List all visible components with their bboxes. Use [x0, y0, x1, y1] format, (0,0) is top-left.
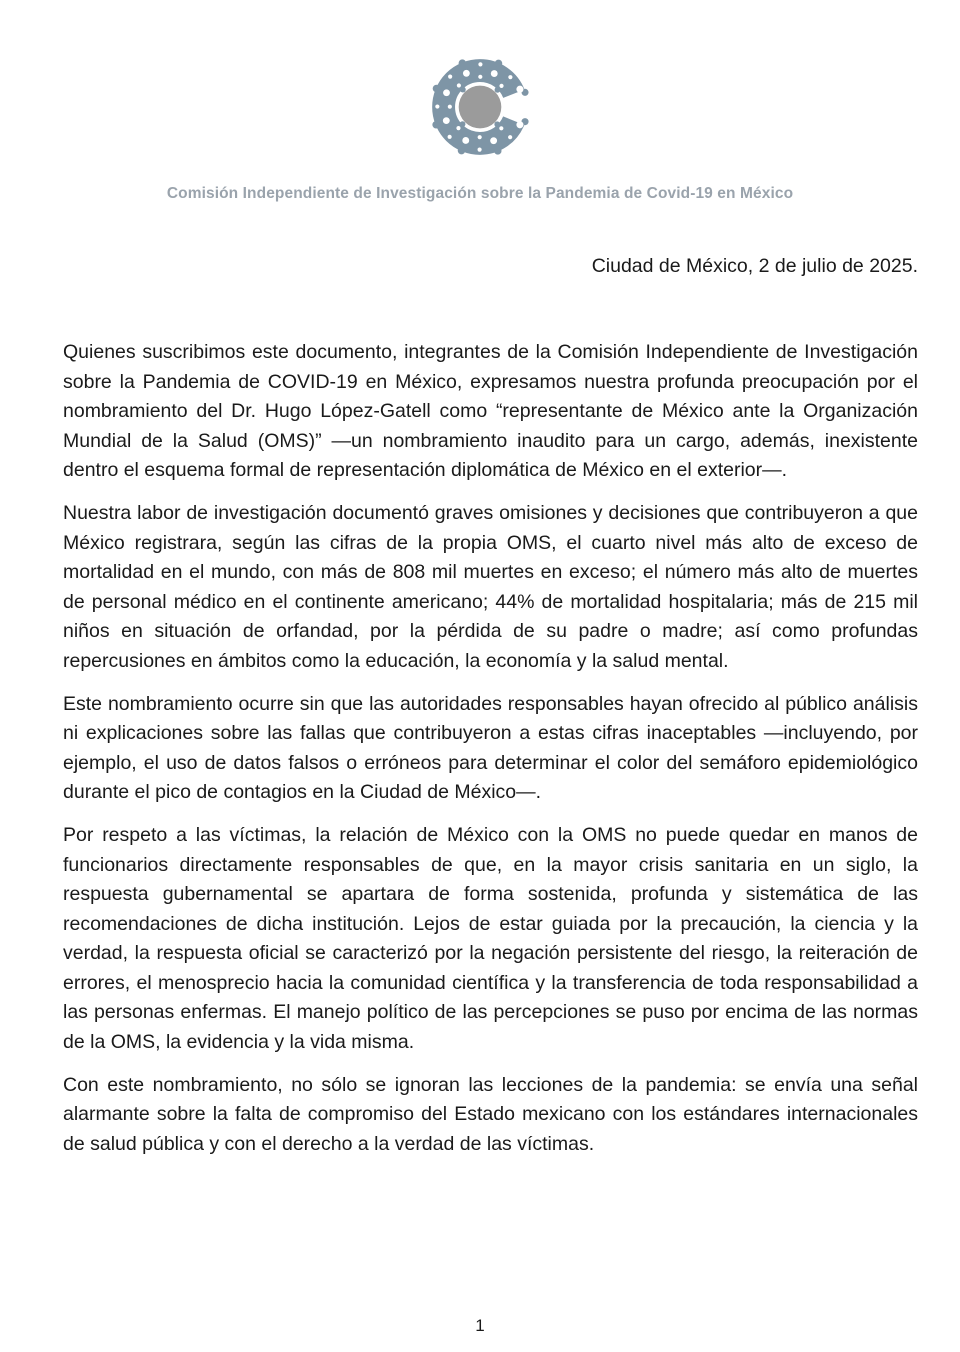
letter-paragraph: Quienes suscribimos este documento, integrantes de la Comisión Independiente de Investigación sobre la Pandemia de COVID-19 en México, expresamos nuestra profunda preocupación por el nombramiento del Dr. Hugo López-Gatell como “representante de México ante la Organización Mundial de la Salud (OMS)” —un nombramiento inaudito para un cargo, además, inexistente dentro el esquema formal de representación diplomática de México en el exterior—.	[63, 341, 918, 481]
letter-paragraph: Con este nombramiento, no sólo se ignoran las lecciones de la pandemia: se envía una señal alarmante sobre la falta de compromiso del Estado mexicano con los estándares internacionales de salud pública y con el derecho a la verdad de las víctimas.	[63, 1073, 918, 1155]
logo-container	[0, 0, 960, 164]
commission-logo-icon	[428, 55, 532, 159]
letter-paragraph: Por respeto a las víctimas, la relación de México con la OMS no puede quedar en manos de funcionarios directamente responsables de que, en la mayor crisis sanitaria en un siglo, la respuesta gubernamental se apartara de forma sostenida, profunda y sistemática de las recomendaciones de dicha institución. Lejos de estar guiada por la precaución, la ciencia y la verdad, la respuesta oficial se caracterizó por la negación persistente del riesgo, la reiteración de errores, el menosprecio hacia la comunidad científica y la transferencia de toda responsabilidad a las personas enfermas. El manejo político de las percepciones se puso por encima de las normas de la OMS, la evidencia y la vida misma.	[63, 824, 918, 1053]
dateline: Ciudad de México, 2 de julio de 2025.	[591, 255, 918, 277]
logo-center-disc	[459, 86, 502, 129]
letter-body	[0, 338, 960, 1159]
org-name: Comisión Independiente de Investigación sobre la Pandemia de Covid-19 en México	[166, 185, 794, 202]
letter-paragraph: Nuestra labor de investigación documentó graves omisiones y decisiones que contribuyeron a que México registrara, según las cifras de la propia OMS, el cuarto nivel más alto de exceso de mortalidad en el mundo, con más de 808 mil muertes en exceso; el número más alto de muertes de personal médico en el continente americano; 44% de mortalidad hospitalaria; más de 215 mil niños en situación de orfandad, por la pérdida de su padre o madre; así como profundas repercusiones en ámbitos como la educación, la economía y la salud mental.	[63, 502, 918, 672]
letter-paragraph: Este nombramiento ocurre sin que las autoridades responsables hayan ofrecido al público análisis ni explicaciones sobre las fallas que contribuyeron a estas cifras inaceptables —incluyendo, por ejemplo, el uso de datos falsos o erróneos para determinar el color del semáforo epidemiológico durante el pico de contagios en la Ciudad de México—.	[63, 692, 918, 803]
page-number: 1	[475, 1316, 485, 1335]
